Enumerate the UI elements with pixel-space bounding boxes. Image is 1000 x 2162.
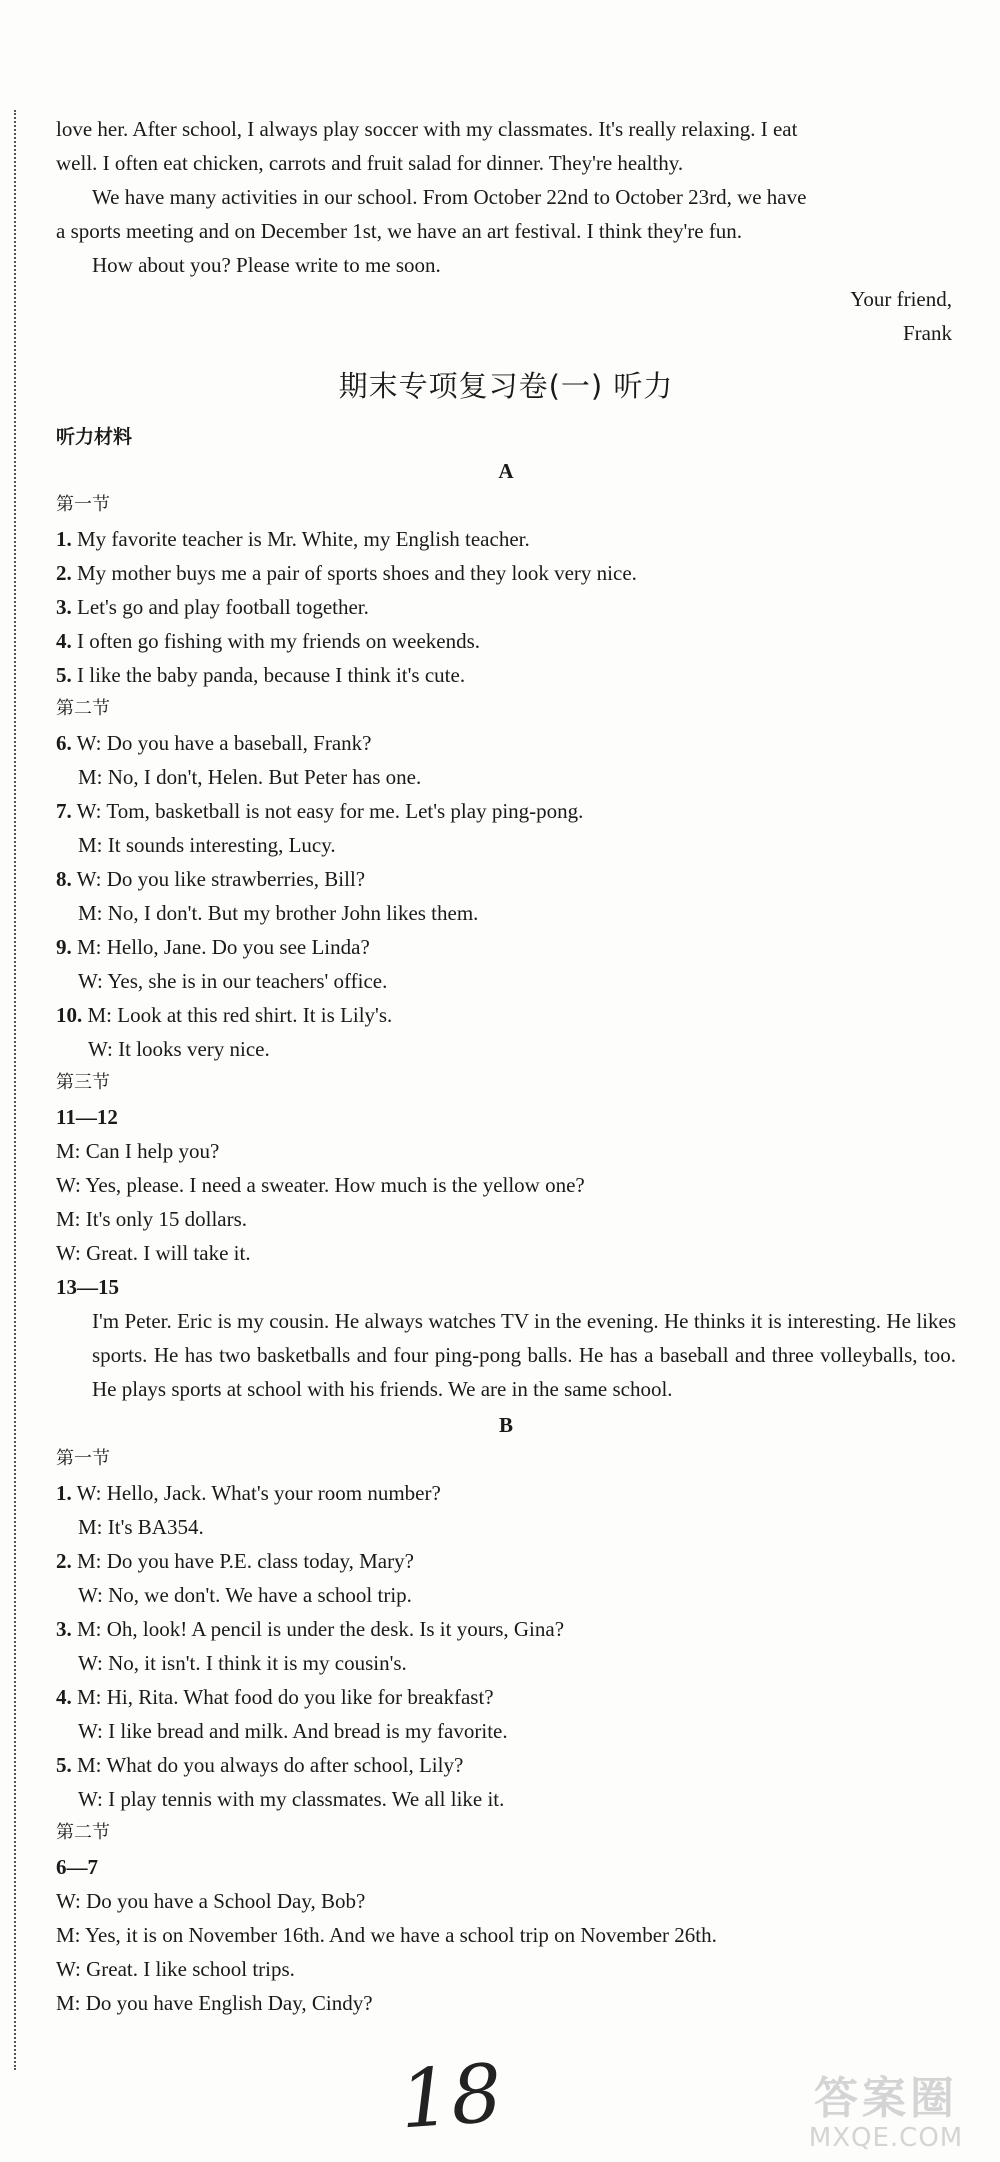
dialogue-line: M: It's only 15 dollars. — [56, 1207, 248, 1231]
question-item: 3. M: Oh, look! A pencil is under the desk. Is it yours, Gina? — [56, 1617, 565, 1641]
dialogue-line: W: Do you have a School Day, Bob? — [56, 1889, 366, 1913]
dialogue-line: W: It looks very nice. — [88, 1037, 270, 1061]
site-watermark — [786, 2075, 986, 2155]
question-item: 4. I often go fishing with my friends on weekends. — [56, 629, 481, 653]
dialogue-line: W: Yes, please. I need a sweater. How much is the yellow one? — [56, 1173, 585, 1197]
dialogue-line: M: It's BA354. — [78, 1515, 204, 1539]
range-label: 13—15 — [56, 1275, 119, 1299]
question-item: 1. W: Hello, Jack. What's your room number? — [56, 1481, 441, 1505]
watermark-url: MXQE.COM — [808, 2123, 964, 2153]
dialogue-line: W: No, it isn't. I think it is my cousin's. — [78, 1651, 407, 1675]
dialogue-line: W: Great. I will take it. — [56, 1241, 251, 1265]
letter-signature: Frank — [903, 321, 952, 345]
dialogue-line: M: Yes, it is on November 16th. And we have a school trip on November 26th. — [56, 1923, 717, 1947]
question-item: 1. My favorite teacher is Mr. White, my English teacher. — [56, 527, 530, 551]
letter-line: We have many activities in our school. From October 22nd to October 23rd, we have — [92, 185, 807, 209]
question-item: 8. W: Do you like strawberries, Bill? — [56, 867, 366, 891]
question-item: 10. M: Look at this red shirt. It is Lily's. — [56, 1003, 393, 1027]
binding-margin-line — [14, 110, 16, 2070]
letter-text — [56, 112, 956, 350]
letter-closing: Your friend, — [850, 287, 952, 311]
materials-heading: 听力材料 — [56, 426, 133, 448]
dialogue-line: M: Do you have English Day, Cindy? — [56, 1991, 373, 2015]
question-item: 5. I like the baby panda, because I think it's cute. — [56, 663, 466, 687]
dialogue-line: W: I like bread and milk. And bread is my favorite. — [78, 1719, 508, 1743]
question-item: 6. W: Do you have a baseball, Frank? — [56, 731, 372, 755]
range-label: 11—12 — [56, 1105, 118, 1129]
section-heading: 第二节 — [56, 1822, 110, 1843]
page-title: 期末专项复习卷(一) 听力 — [338, 369, 674, 403]
question-item: 2. My mother buys me a pair of sports shoes and they look very nice. — [56, 561, 637, 585]
dialogue-line: W: No, we don't. We have a school trip. — [78, 1583, 412, 1607]
dialogue-line: W: Yes, she is in our teachers' office. — [78, 969, 388, 993]
watermark-logo-text: 答案圈 — [814, 2073, 958, 2124]
dialogue-line: W: Great. I like school trips. — [56, 1957, 295, 1981]
dialogue-line: M: No, I don't, Helen. But Peter has one. — [78, 765, 422, 789]
section-heading: 第一节 — [56, 1448, 110, 1469]
document-page — [56, 112, 956, 2020]
range-label: 6—7 — [56, 1855, 98, 1879]
dialogue-line: M: No, I don't. But my brother John likes them. — [78, 901, 479, 925]
question-item: 5. M: What do you always do after school, Lily? — [56, 1753, 464, 1777]
section-heading: 第二节 — [56, 698, 110, 719]
question-item: 4. M: Hi, Rita. What food do you like for breakfast? — [56, 1685, 494, 1709]
question-item: 7. W: Tom, basketball is not easy for me. Let's play ping-pong. — [56, 799, 584, 823]
dialogue-line: M: Can I help you? — [56, 1139, 220, 1163]
letter-line: a sports meeting and on December 1st, we have an art festival. I think they're fun. — [56, 219, 743, 243]
dialogue-line: M: It sounds interesting, Lucy. — [78, 833, 336, 857]
question-item: 9. M: Hello, Jane. Do you see Linda? — [56, 935, 370, 959]
question-item: 2. M: Do you have P.E. class today, Mary? — [56, 1549, 414, 1573]
letter-line: How about you? Please write to me soon. — [92, 253, 441, 277]
part-b-label: B — [498, 1413, 513, 1437]
letter-line: well. I often eat chicken, carrots and fruit salad for dinner. They're healthy. — [56, 151, 684, 175]
listening-passage: I'm Peter. Eric is my cousin. He always watches TV in the evening. He thinks it is interesting. He likes sports. He has two basketballs and four ping-pong balls. He has a baseball and three volleyballs, too. He plays sports at school with his friends. We are in the same school. — [92, 1309, 956, 1401]
section-heading: 第三节 — [56, 1072, 110, 1093]
handwritten-page-number: 18 — [396, 2046, 505, 2147]
question-item: 3. Let's go and play football together. — [56, 595, 369, 619]
part-a-label: A — [498, 459, 514, 483]
dialogue-line: W: I play tennis with my classmates. We all like it. — [78, 1787, 505, 1811]
section-heading: 第一节 — [56, 494, 110, 515]
letter-line: love her. After school, I always play soccer with my classmates. It's really relaxing. I eat — [56, 117, 798, 141]
